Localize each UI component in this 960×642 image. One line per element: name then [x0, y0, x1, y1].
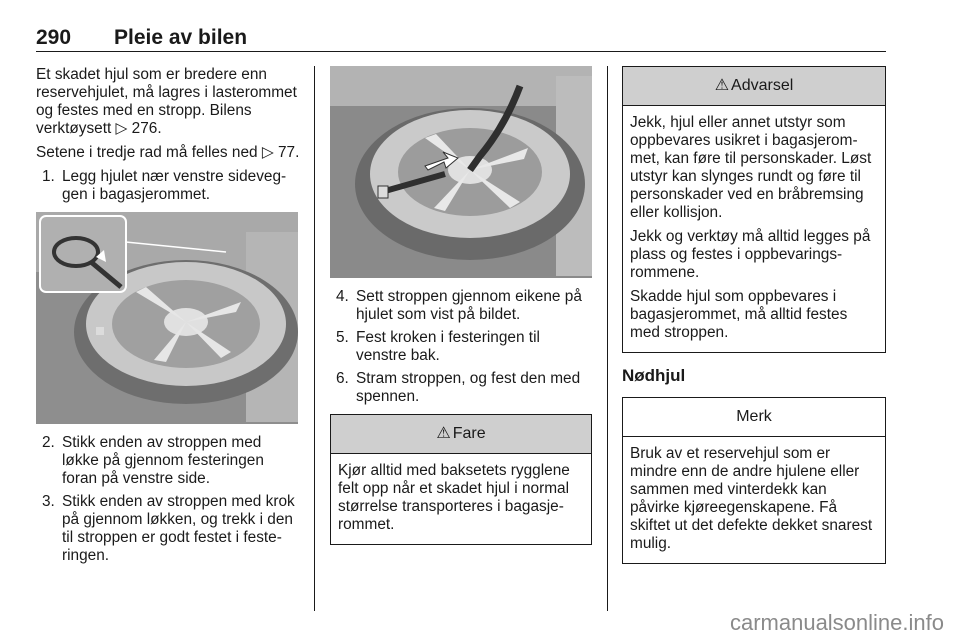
- step-text: Stikk enden av stroppen med løkke på gjennom festeringen foran på venstre side.: [62, 434, 264, 487]
- warning-text-1: Jekk, hjul eller annet utstyr som oppbevares usikret i bagasjerommet, kan føre til personskader. Løst utstyr kan slynges rundt og føre til personskader ved en bråbremsing eller kollisjon.: [630, 114, 872, 221]
- note-text: Bruk av et reservehjul som er mindre enn de andre hjulene eller sammen med vinterdekk kan påvirke kjøreegenskapene. Få skiftet ut det defekte dekket snarest mulig.: [630, 445, 873, 552]
- wheel-illustration-2: [330, 66, 592, 278]
- step-text: Fest kroken i festeringen til venstre bak.: [356, 329, 540, 364]
- step-5: [330, 329, 592, 365]
- warning-box-title: Advarsel: [731, 77, 794, 94]
- photo-strap-through-wheel: [330, 66, 592, 278]
- note-box-header: [623, 398, 885, 437]
- danger-box-body: [331, 454, 591, 544]
- note-box: [622, 397, 886, 564]
- header-divider: [36, 51, 886, 52]
- warning-box: [622, 66, 886, 353]
- step-number: 5.: [336, 329, 349, 346]
- danger-box-header: [331, 415, 591, 454]
- warning-box-body: [623, 106, 885, 352]
- page-header: [36, 26, 886, 52]
- step-6: [330, 370, 592, 406]
- section-heading-spare-wheel: Nødhjul: [622, 366, 686, 385]
- step-text: Legg hjulet nær venstre sideveggen i bagasjerommet.: [62, 168, 287, 203]
- column-divider-1: [314, 66, 315, 611]
- warning-triangle-icon: ⚠: [436, 425, 451, 442]
- note-box-body: [623, 437, 885, 563]
- step-text: Sett stroppen gjennom eikene på hjulet som vist på bildet.: [356, 288, 582, 323]
- page-number: 290: [36, 26, 72, 49]
- photo-wheel-placement: [36, 212, 298, 424]
- watermark: carmanualsonline.info: [729, 610, 944, 635]
- step-1: [36, 168, 300, 204]
- step-text: Stram stroppen, og fest den med spennen.: [356, 370, 581, 405]
- danger-box: [330, 414, 592, 545]
- step-text: Stikk enden av stroppen med krok på gjennom løkken, og trekk i den til stroppen er godt festet i festeringen.: [62, 493, 295, 564]
- column-3: [622, 66, 886, 574]
- step-number: 3.: [42, 493, 55, 510]
- warning-triangle-icon: ⚠: [714, 77, 730, 94]
- danger-text: Kjør alltid med baksetets rygglene felt opp når et skadet hjul i normal størrelse transporteres i bagasjerommet.: [338, 462, 570, 533]
- step-4: [330, 288, 592, 324]
- step-2: [36, 434, 300, 488]
- danger-box-title: Fare: [452, 425, 486, 442]
- page-title: Pleie av bilen: [114, 26, 248, 49]
- column-divider-2: [607, 66, 608, 611]
- column-2: [330, 288, 592, 555]
- seats-paragraph: Setene i tredje rad må felles ned ▷ 77.: [36, 144, 300, 161]
- step-number: 6.: [336, 370, 349, 387]
- note-box-title: Merk: [736, 408, 772, 425]
- step-3: [36, 493, 300, 565]
- step-number: 1.: [42, 168, 55, 185]
- column-1: [36, 66, 300, 570]
- step-number: 2.: [42, 434, 55, 451]
- step-number: 4.: [336, 288, 349, 305]
- warning-text-3: Skadde hjul som oppbevares i bagasjerommet, må alltid festes med stroppen.: [630, 288, 848, 341]
- intro-paragraph: Et skadet hjul som er bredere enn reservehjulet, må lagres i lasterommet og festes med en stropp. Bilens verktøysett ▷ 276.: [36, 66, 297, 137]
- warning-box-header: [623, 67, 885, 106]
- warning-text-2: Jekk og verktøy må alltid legges på plass og festes i oppbevaringsrommene.: [630, 228, 871, 281]
- wheel-illustration-1: [36, 212, 298, 424]
